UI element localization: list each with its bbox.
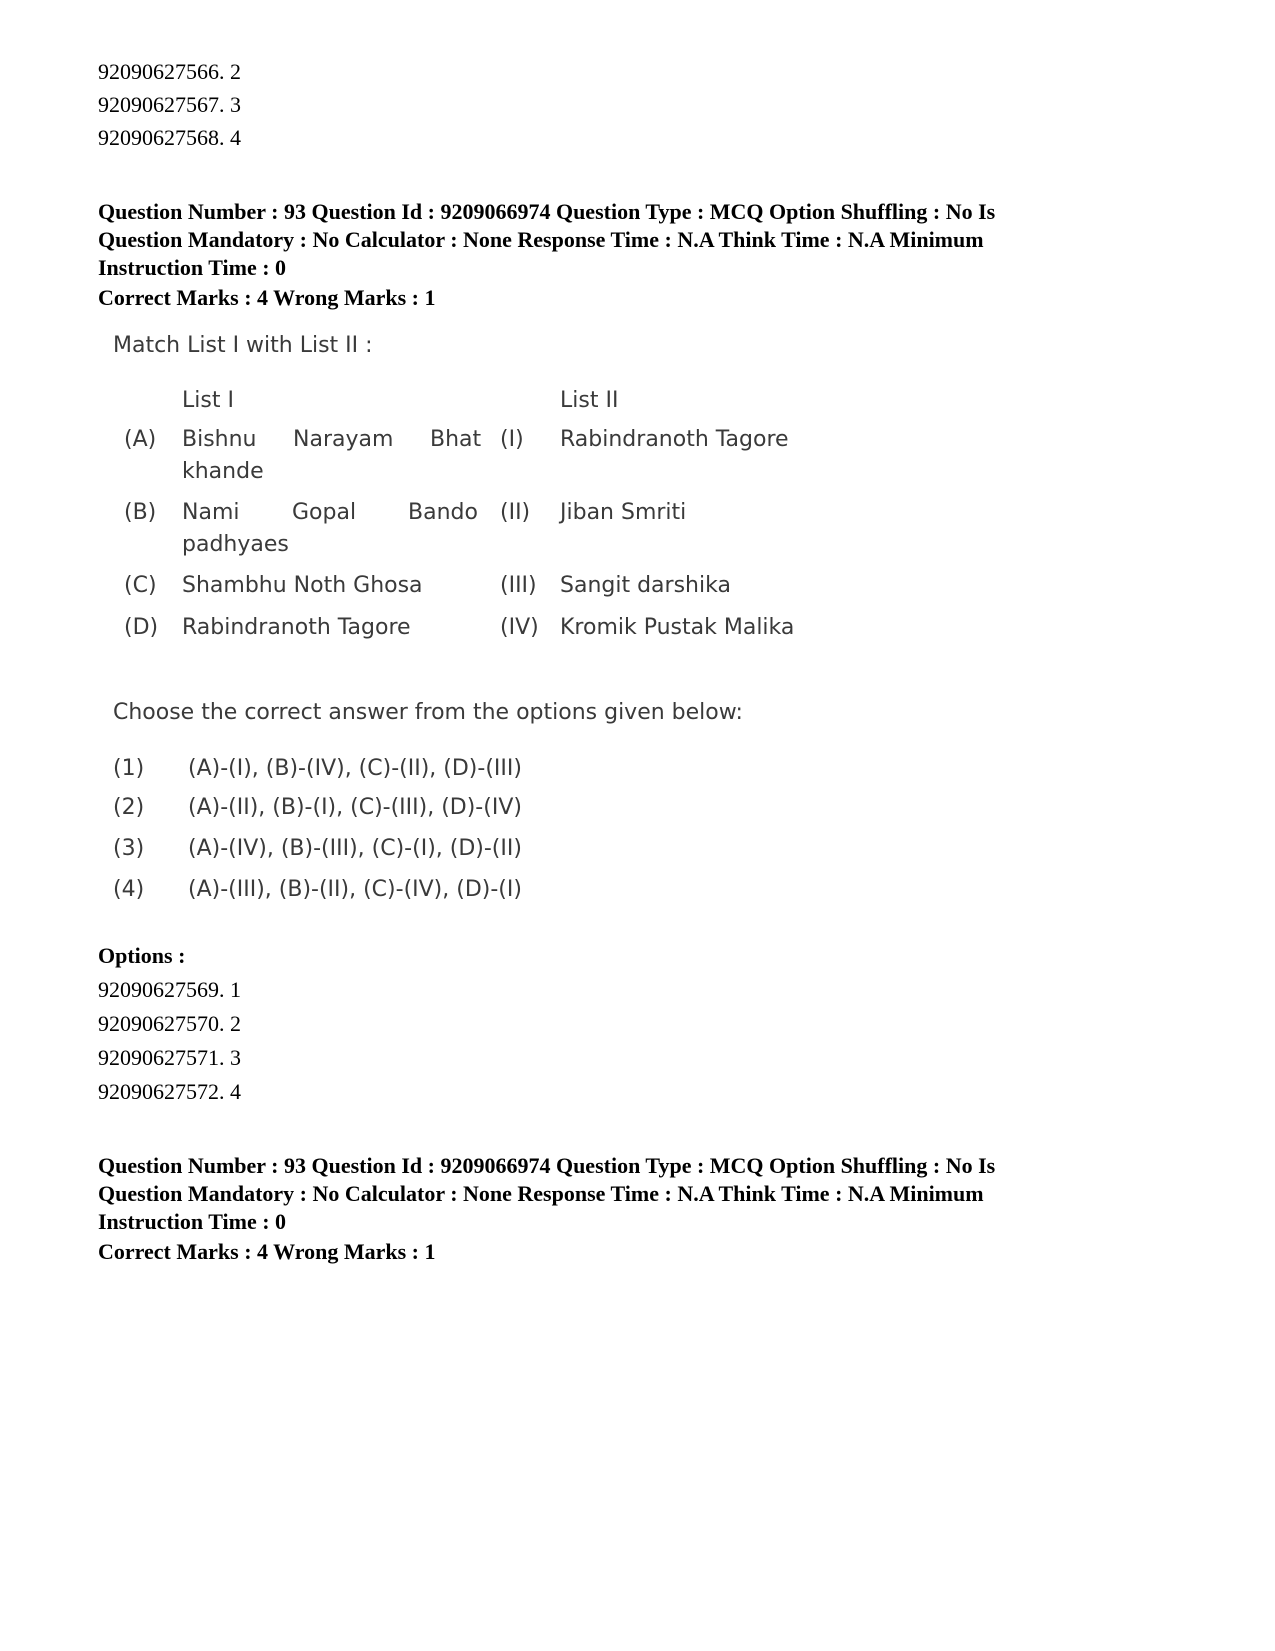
question-header-line-3: Instruction Time : 0 <box>98 255 287 280</box>
option-id: 92090627572 <box>98 1079 219 1104</box>
question-header-line-2: Question Mandatory : No Calculator : None Response Time : N.A Think Time : N.A Minimum <box>98 1181 984 1206</box>
answer-text: (A)-(IV), (B)-(III), (C)-(I), (D)-(II) <box>188 836 522 861</box>
option-number: 1 <box>230 977 241 1002</box>
prev-option-3: 92090627568. 4 <box>98 125 241 150</box>
option-number: 4 <box>230 125 241 150</box>
option-id: 92090627566 <box>98 59 219 84</box>
question-header-line-1: Question Number : 93 Question Id : 9209066974 Question Type : MCQ Option Shuffling : No Is <box>98 1153 996 1178</box>
option-number: 4 <box>230 1079 241 1104</box>
answer-text: (A)-(III), (B)-(II), (C)-(IV), (D)-(I) <box>188 877 522 902</box>
option-id: 92090627571 <box>98 1045 219 1070</box>
option-number: 2 <box>230 59 241 84</box>
option-2: 92090627570. 2 <box>98 1011 241 1036</box>
option-id: 92090627570 <box>98 1011 219 1036</box>
question-header <box>98 1152 1188 1236</box>
option-id: 92090627567 <box>98 92 219 117</box>
list-1-item-continuation: khande <box>182 459 264 484</box>
question-header-line-3: Instruction Time : 0 <box>98 1209 287 1234</box>
options-label: Options : <box>98 943 186 968</box>
row-roman: (IV) <box>500 615 539 640</box>
row-roman: (I) <box>500 427 524 452</box>
option-id: 92090627569 <box>98 977 219 1002</box>
prev-option-1: 92090627566. 2 <box>98 59 241 84</box>
question-header-line-1: Question Number : 93 Question Id : 9209066974 Question Type : MCQ Option Shuffling : No Is <box>98 199 996 224</box>
list-2-item: Sangit darshika <box>560 573 731 598</box>
question-prompt: Match List I with List II : <box>113 333 373 358</box>
option-number: 3 <box>230 1045 241 1070</box>
question-marks: Correct Marks : 4 Wrong Marks : 1 <box>98 285 436 310</box>
list-1-header: List I <box>182 388 234 413</box>
option-number: 3 <box>230 92 241 117</box>
answer-text: (A)-(II), (B)-(I), (C)-(III), (D)-(IV) <box>188 795 522 820</box>
list-1-item-word: Bhat <box>430 427 482 452</box>
question-marks: Correct Marks : 4 Wrong Marks : 1 <box>98 1239 436 1264</box>
answer-number: (2) <box>113 795 145 820</box>
option-4: 92090627572. 4 <box>98 1079 241 1104</box>
row-letter: (D) <box>124 615 159 640</box>
list-1-item-word: Narayam <box>293 427 394 452</box>
prev-option-2: 92090627567. 3 <box>98 92 241 117</box>
list-2-item: Rabindranoth Tagore <box>560 427 789 452</box>
list-1-item: Shambhu Noth Ghosa <box>182 573 423 598</box>
list-1-item-word: Bando <box>408 500 478 525</box>
question-header-line-2: Question Mandatory : No Calculator : None Response Time : N.A Think Time : N.A Minimum <box>98 227 984 252</box>
list-2-header: List II <box>560 388 619 413</box>
option-1: 92090627569. 1 <box>98 977 241 1002</box>
list-1-item-word: Bishnu <box>182 427 257 452</box>
list-2-item: Kromik Pustak Malika <box>560 615 795 640</box>
answer-number: (1) <box>113 756 145 781</box>
row-letter: (B) <box>124 500 157 525</box>
list-1-item: Rabindranoth Tagore <box>182 615 411 640</box>
row-roman: (III) <box>500 573 537 598</box>
list-1-item-word: Gopal <box>292 500 357 525</box>
list-2-item: Jiban Smriti <box>560 500 687 525</box>
option-number: 2 <box>230 1011 241 1036</box>
option-id: 92090627568 <box>98 125 219 150</box>
answer-number: (4) <box>113 877 145 902</box>
row-letter: (C) <box>124 573 157 598</box>
row-letter: (A) <box>124 427 157 452</box>
answer-text: (A)-(I), (B)-(IV), (C)-(II), (D)-(III) <box>188 756 522 781</box>
list-1-item-continuation: padhyaes <box>182 532 289 557</box>
answer-number: (3) <box>113 836 145 861</box>
question-header <box>98 198 1188 282</box>
row-roman: (II) <box>500 500 531 525</box>
choose-instruction: Choose the correct answer from the options given below: <box>113 700 743 725</box>
option-3: 92090627571. 3 <box>98 1045 241 1070</box>
list-1-item-word: Nami <box>182 500 240 525</box>
